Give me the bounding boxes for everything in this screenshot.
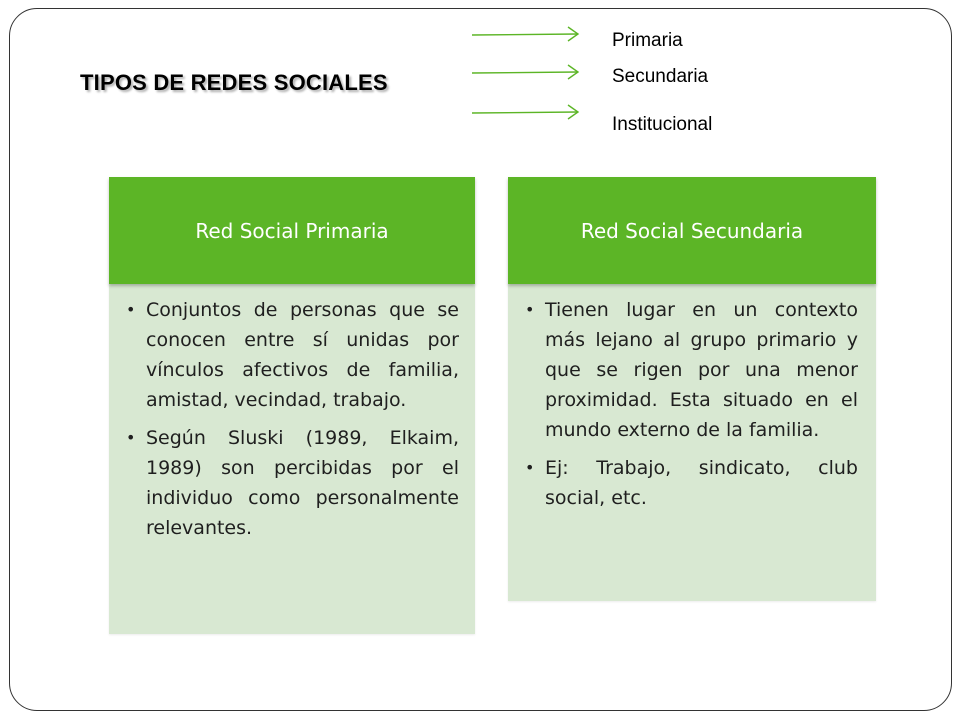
card-primaria-header <box>109 177 475 284</box>
list-item <box>126 423 459 543</box>
card-secundaria-header <box>508 177 876 284</box>
card-primaria-list <box>126 295 459 551</box>
list-item-text: Tienen lugar en un contexto más lejano al grupo primario y que se rigen por una menor proximidad. Esta situado en el mundo externo de la familia. <box>545 299 858 441</box>
card-secundaria-body <box>508 283 876 601</box>
arrow-right-icon <box>472 65 578 79</box>
slide-title: TIPOS DE REDES SOCIALES <box>80 70 388 95</box>
list-item-text: Ej: Trabajo, sindicato, club social, etc. <box>545 457 858 509</box>
bullet-icon: • <box>126 428 136 447</box>
legend-label-primaria: Primaria <box>612 30 683 51</box>
card-primaria-body <box>109 283 475 634</box>
legend-arrows <box>470 22 600 132</box>
legend-label-institucional: Institucional <box>612 114 713 135</box>
bullet-icon: • <box>525 300 535 319</box>
card-header-title: Red Social Secundaria <box>580 218 804 243</box>
list-item <box>525 295 858 445</box>
card-header-title: Red Social Primaria <box>195 218 389 243</box>
list-item <box>525 453 858 513</box>
arrow-right-icon <box>472 105 578 119</box>
bullet-icon: • <box>126 300 136 319</box>
list-item <box>126 295 459 415</box>
bullet-icon: • <box>525 458 535 477</box>
legend-label-secundaria: Secundaria <box>612 66 709 87</box>
list-item-text: Conjuntos de personas que se conocen entre sí unidas por vínculos afectivos de familia, amistad, vecindad, trabajo. <box>146 299 459 411</box>
list-item-text: Según Sluski (1989, Elkaim, 1989) son percibidas por el individuo como personalmente relevantes. <box>146 427 459 539</box>
arrow-right-icon <box>472 27 578 41</box>
card-secundaria-list <box>525 295 858 521</box>
